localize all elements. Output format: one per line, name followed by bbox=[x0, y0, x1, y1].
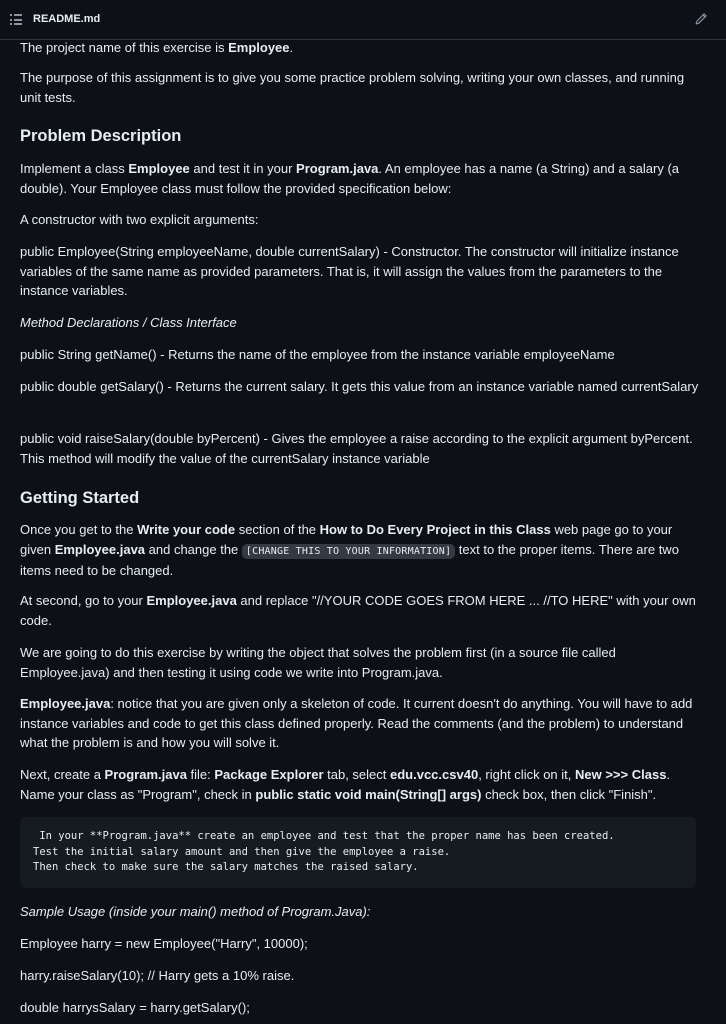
constructor-spec: public Employee(String employeeName, double currentSalary) - Constructor. The constructor will initialize instance variables of the same name as provided parameters. That is, it will assign the values from the parameters to the instance variables. bbox=[20, 244, 679, 298]
pencil-edit-icon[interactable] bbox=[694, 12, 708, 26]
write-code-paragraph: Once you get to the Write your code section of the How to Do Every Project in this Class web page go to your given Employee.java and change the [CHANGE THIS TO YOUR INFORMATION] text to the proper items. There are two items need to be changed. bbox=[20, 522, 679, 578]
getname-spec: public String getName() - Returns the name of the employee from the instance variable employeeName bbox=[20, 347, 615, 362]
method-declarations-label: Method Declarations / Class Interface bbox=[20, 315, 237, 330]
sample-line-1: Employee harry = new Employee("Harry", 10000); bbox=[20, 936, 308, 951]
employee-java-paragraph: Employee.java: notice that you are given only a skeleton of code. It current doesn't do anything. You will have to add instance variables and code to get this class defined properly. Read the comments (and the problem) to understand what the problem is and how you will solve it. bbox=[20, 696, 693, 750]
code-block: In your **Program.java** create an employee and test that the proper name has been created. Test the initial salary amount and then give the employee a raise. Then check to make sure the salary matches the raised salary. bbox=[20, 817, 696, 888]
getting-started-heading: Getting Started bbox=[20, 489, 140, 507]
inline-code: [CHANGE THIS TO YOUR INFORMATION] bbox=[242, 544, 455, 559]
file-title: README.md bbox=[33, 13, 101, 25]
file-header bbox=[0, 0, 726, 40]
sample-line-2: harry.raiseSalary(10); // Harry gets a 10% raise. bbox=[20, 968, 295, 983]
project-name-paragraph: The project name of this exercise is Employee. bbox=[20, 40, 294, 55]
constructor-intro: A constructor with two explicit arguments: bbox=[20, 212, 259, 227]
sample-usage-label: Sample Usage (inside your main() method of Program.Java): bbox=[20, 904, 371, 919]
getsalary-spec: public double getSalary() - Returns the current salary. It gets this value from an instance variable named currentSalary bbox=[20, 379, 699, 394]
create-program-paragraph: Next, create a Program.java file: Package Explorer tab, select edu.vcc.csv40, right click on it, New >>> Class. Name your class as "Program", check in public static void main(String[] args) check box, then click "Finish". bbox=[20, 767, 671, 802]
replace-paragraph: At second, go to your Employee.java and replace "//YOUR CODE GOES FROM HERE ... //TO HERE" with your own code. bbox=[20, 593, 696, 628]
purpose-paragraph: The purpose of this assignment is to give you some practice problem solving, writing your own classes, and running unit tests. bbox=[20, 70, 685, 105]
outline-list-icon[interactable] bbox=[10, 14, 22, 25]
approach-paragraph: We are going to do this exercise by writing the object that solves the problem first (in a source file called Employee.java) and then testing it using code we write into Program.java. bbox=[20, 645, 616, 680]
raisesalary-spec: public void raiseSalary(double byPercent) - Gives the employee a raise according to the explicit argument byPercent. This method will modify the value of the currentSalary instance variable bbox=[20, 431, 693, 466]
problem-description-heading: Problem Description bbox=[20, 127, 182, 145]
implement-paragraph: Implement a class Employee and test it in your Program.java. An employee has a name (a String) and a salary (a double). Your Employee class must follow the provided specification below: bbox=[20, 161, 680, 196]
sample-line-3: double harrysSalary = harry.getSalary(); bbox=[20, 1000, 250, 1015]
